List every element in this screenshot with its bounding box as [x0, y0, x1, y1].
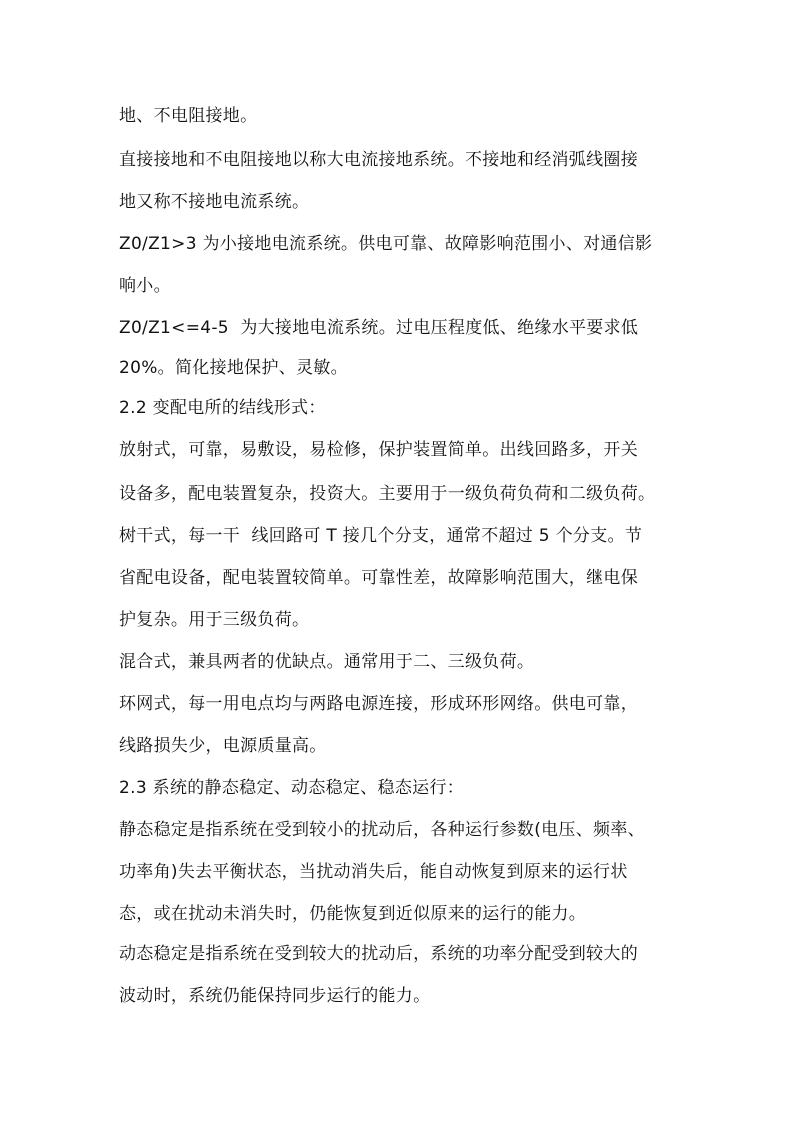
text-line: Z0/Z1>3 为小接地电流系统。供电可靠、故障影响范围小、对通信影 — [119, 234, 653, 254]
text-line: 功率角)失去平衡状态，当扰动消失后，能自动恢复到原来的运行状 — [119, 862, 628, 882]
text-line: 地、不电阻接地。 — [119, 106, 258, 126]
text-line: 环网式，每一用电点均与两路电源连接，形成环形网络。供电可靠， — [119, 694, 638, 714]
text-line: 响小。 — [119, 276, 171, 296]
section-heading: 2.3 系统的静态稳定、动态稳定、稳态运行： — [119, 778, 465, 798]
text-line: 省配电设备，配电装置较简单。可靠性差，故障影响范围大，继电保 — [119, 568, 638, 588]
text-line: 设备多，配电装置复杂，投资大。主要用于一级负荷负荷和二级负荷。 — [119, 484, 656, 504]
text-line: 波动时，系统仍能保持同步运行的能力。 — [119, 986, 431, 1006]
text-line: 线路损失少，电源质量高。 — [119, 736, 327, 756]
text-line: 树干式，每一干 线回路可 T 接几个分支，通常不超过 5 个分支。节 — [119, 526, 643, 546]
text-line: 动态稳定是指系统在受到较大的扰动后，系统的功率分配受到较大的 — [119, 944, 638, 964]
text-line: 地又称不接地电流系统。 — [119, 192, 310, 212]
text-line: 静态稳定是指系统在受到较小的扰动后，各种运行参数(电压、频率、 — [119, 820, 645, 840]
text-line: 放射式，可靠，易敷设，易检修，保护装置简单。出线回路多，开关 — [119, 440, 638, 460]
text-line: 20%。简化接地保护、灵敏。 — [119, 358, 348, 378]
section-heading: 2.2 变配电所的结线形式： — [119, 398, 326, 418]
text-line: Z0/Z1<=4-5 为大接地电流系统。过电压程度低、绝缘水平要求低 — [119, 318, 639, 338]
text-line: 态，或在扰动未消失时，仍能恢复到近似原来的运行的能力。 — [119, 904, 587, 924]
text-line: 护复杂。用于三级负荷。 — [119, 610, 310, 630]
text-line: 混合式，兼具两者的优缺点。通常用于二、三级负荷。 — [119, 652, 535, 672]
text-line: 直接接地和不电阻接地以称大电流接地系统。不接地和经消弧线圈接 — [119, 150, 638, 170]
